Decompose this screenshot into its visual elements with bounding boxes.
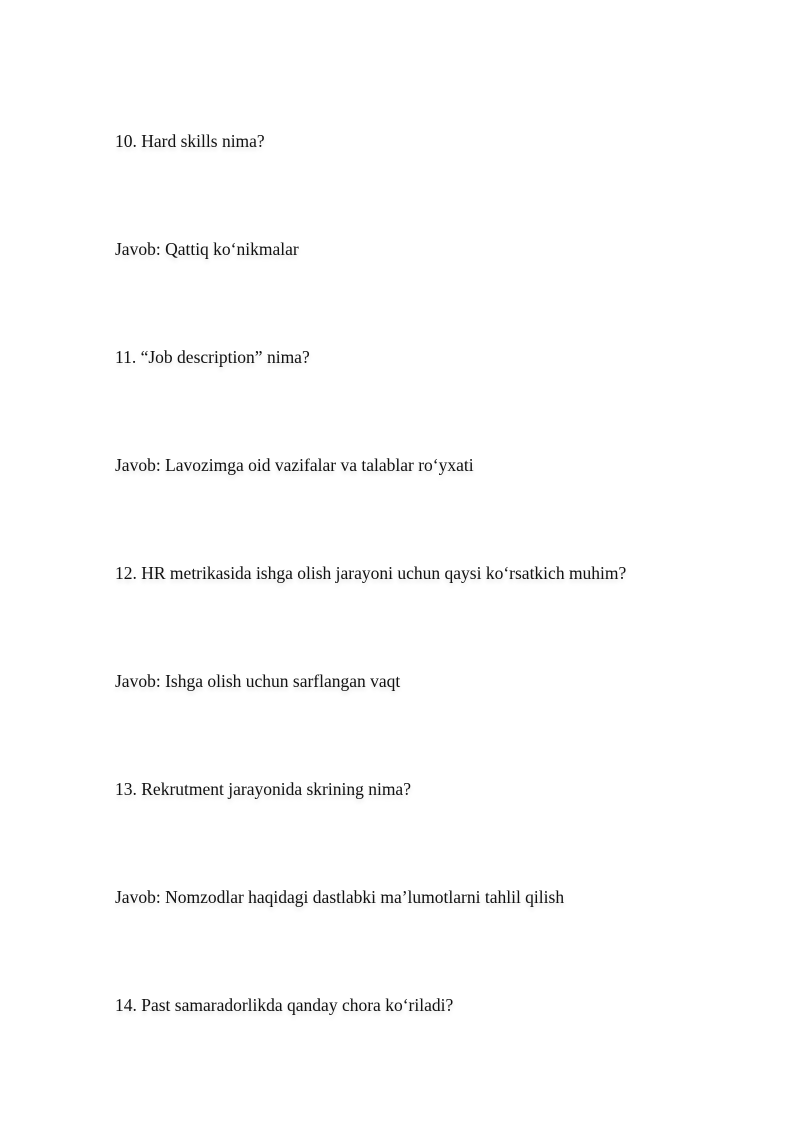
answer-10: Javob: Qattiq ko‘nikmalar	[115, 239, 299, 259]
question-12: 12. HR metrikasida ishga olish jarayoni uchun qaysi ko‘rsatkich muhim?	[115, 563, 627, 583]
question-14: 14. Past samaradorlikda qanday chora ko‘riladi?	[115, 995, 454, 1015]
question-10: 10. Hard skills nima?	[115, 131, 265, 151]
question-13: 13. Rekrutment jarayonida skrining nima?	[115, 779, 411, 799]
answer-13: Javob: Nomzodlar haqidagi dastlabki ma’lumotlarni tahlil qilish	[115, 887, 565, 907]
answer-12: Javob: Ishga olish uchun sarflangan vaqt	[115, 671, 401, 691]
answer-11: Javob: Lavozimga oid vazifalar va talablar ro‘yxati	[115, 455, 474, 475]
question-11: 11. “Job description” nima?	[115, 347, 310, 367]
